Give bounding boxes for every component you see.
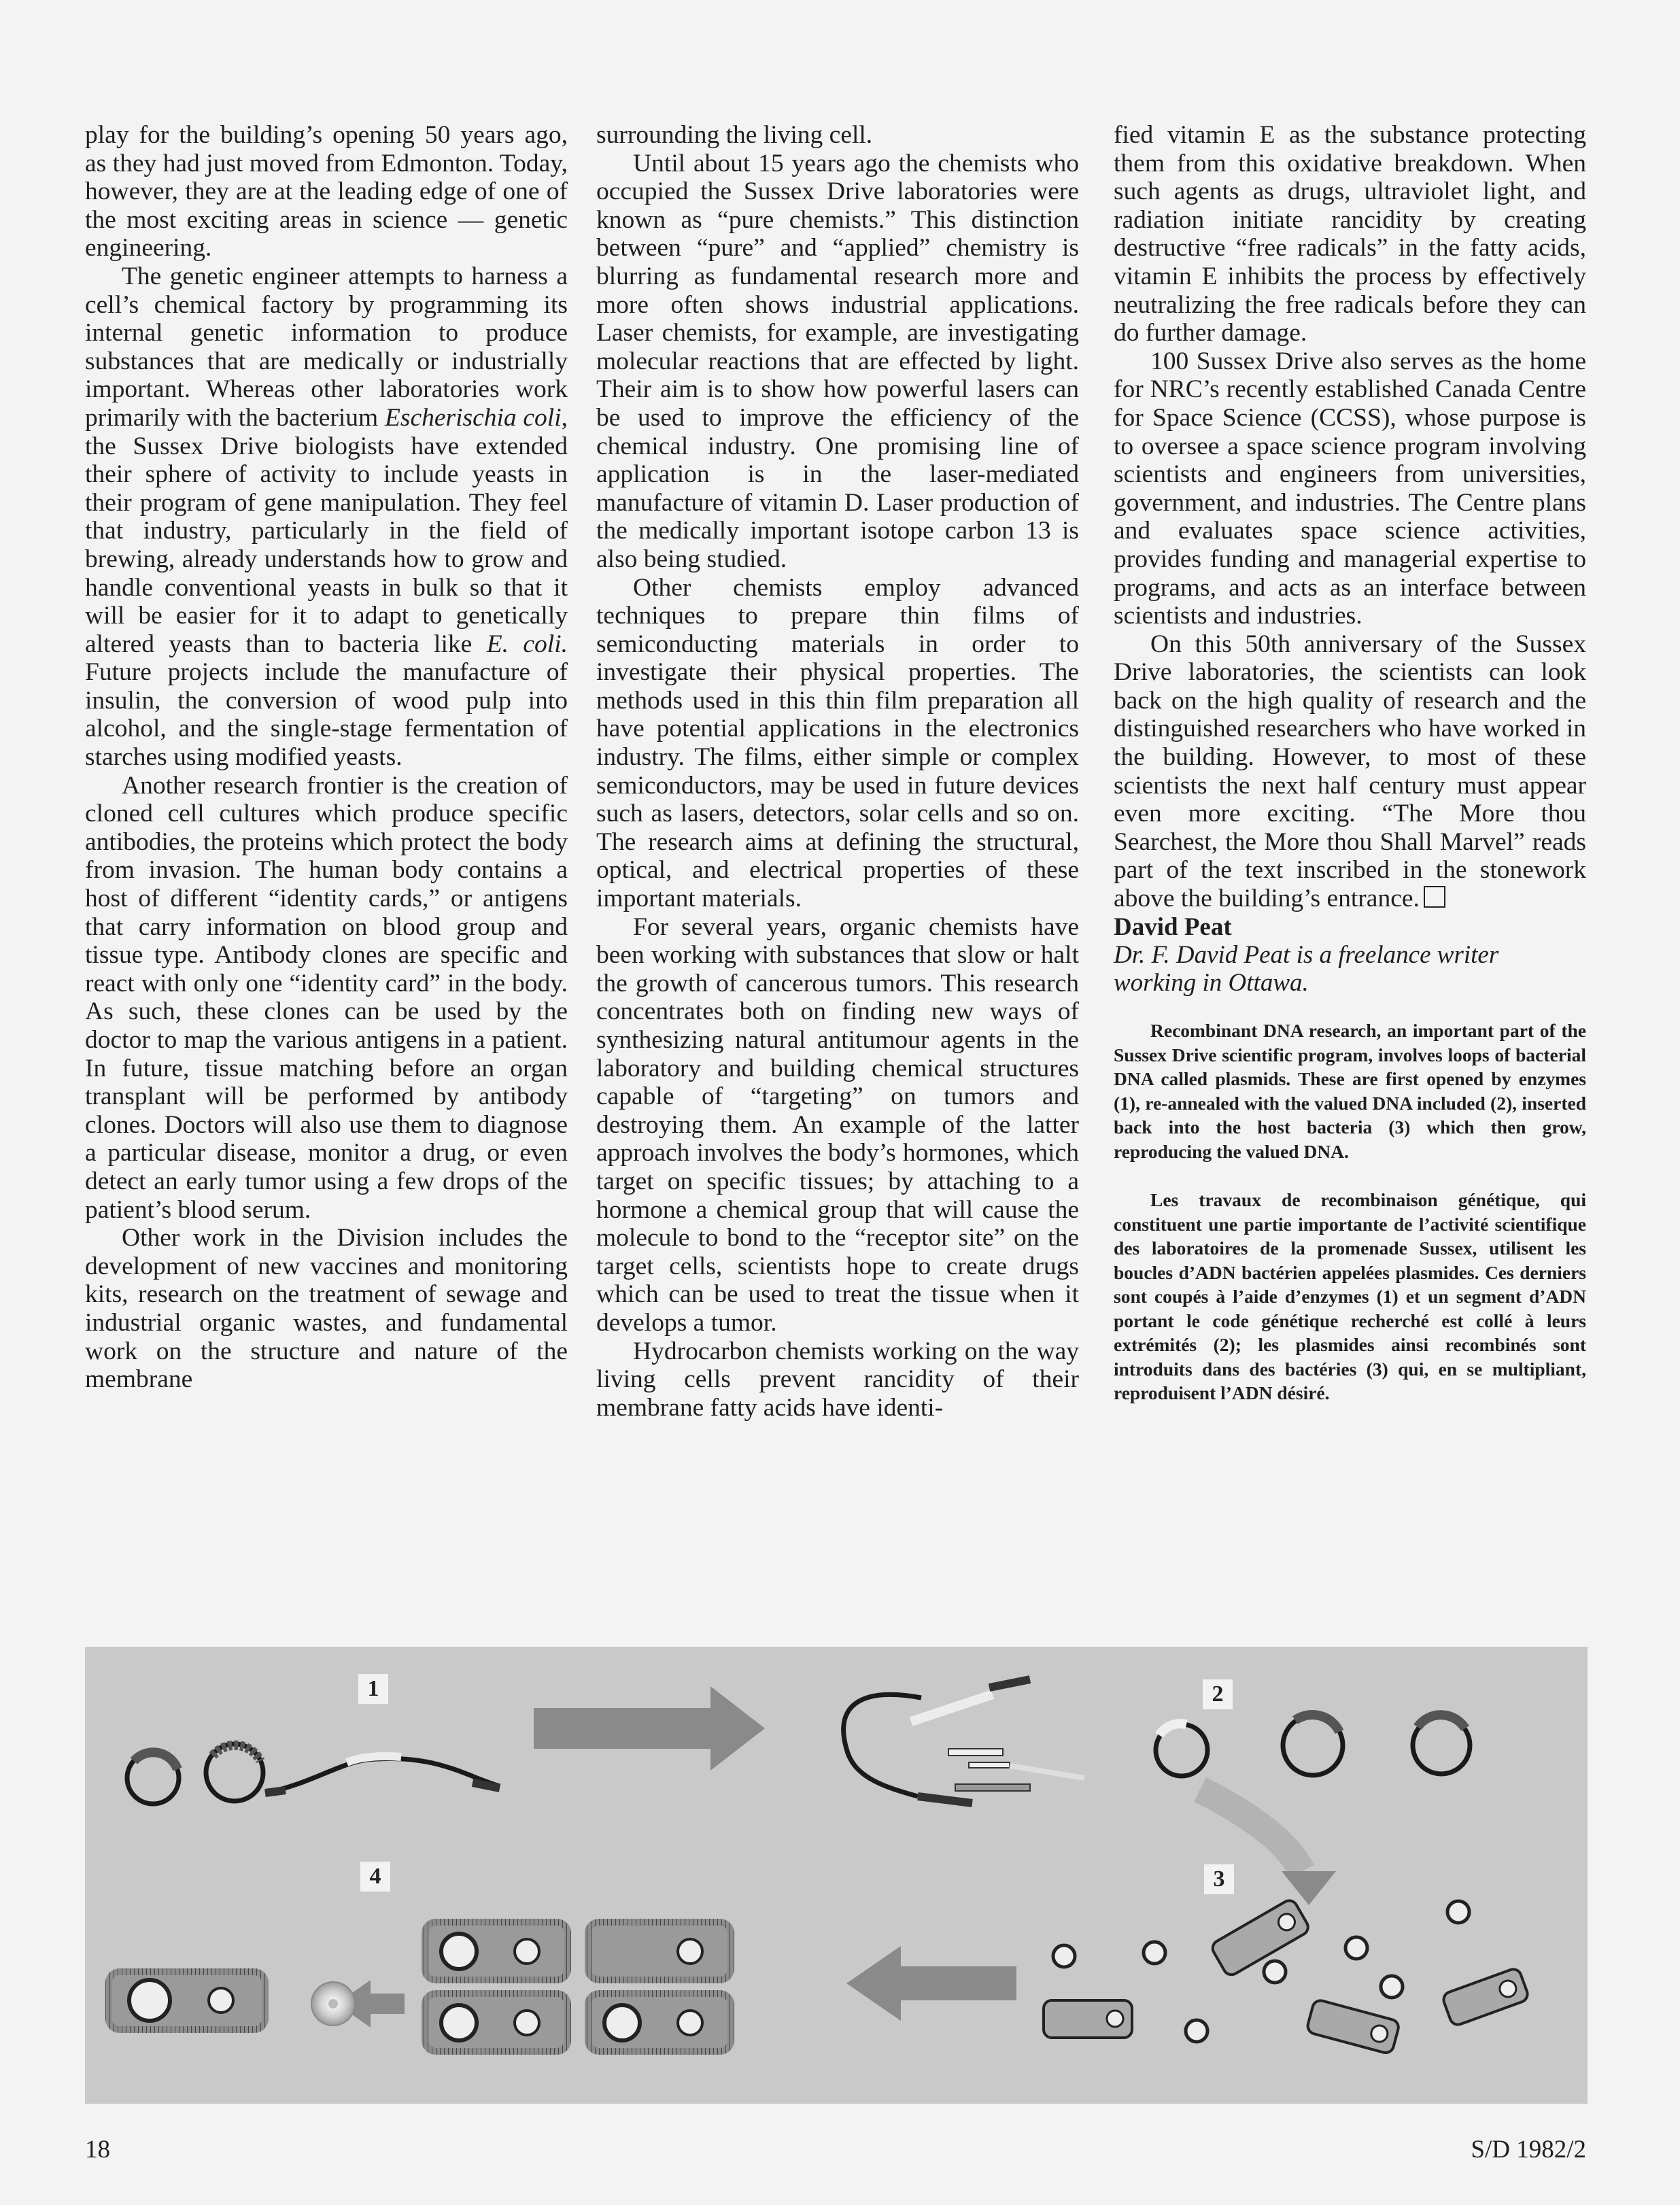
dna-diagram-svg — [85, 1647, 1588, 2104]
paragraph: 100 Sussex Drive also serves as the home for NRC’s recently established Canada Centre for Space Science (CCSS), whose purpose is to oversee a space science program involving scientists and engineers from universities, government, and industries. The Centre plans and evaluates space science activities, provides funding and managerial expertise to programs, and acts as an interface between scientists and industries. — [1114, 347, 1586, 630]
paragraph: surrounding the living cell. — [596, 121, 873, 149]
page-number: 18 — [85, 2136, 110, 2164]
arrow-right-top — [534, 1686, 765, 1771]
arrow-left-bottom — [846, 1946, 1016, 2021]
reproducing-bacteria — [109, 1922, 731, 2051]
paragraph: fied vitamin E as the substance protecting them from this oxidative breakdown. When such agents as drugs, ultraviolet light, and radiation initiate rancidity by creating destructive “free radicals” in the fatty acids, vitamin E inhibits the process by effectively neutralizing the free radicals before they can do further damage. — [1114, 121, 1586, 347]
issue-label: S/D 1982/2 — [1471, 2136, 1586, 2164]
author-description: Dr. F. David Peat is a freelance writer working in Ottawa. — [1114, 941, 1499, 997]
host-bacteria — [1044, 1898, 1530, 2055]
paragraph: play for the building’s opening 50 years ago, as they had just moved from Edmonton. Today, however, they are at the leading edge of one of the most exciting areas in science — genetic engineering. — [85, 121, 568, 262]
article-column-2 — [596, 121, 1079, 1422]
article-column-3 — [1114, 121, 1586, 1405]
opened-dna-strand — [265, 1756, 500, 1793]
step-label-1: 1 — [358, 1674, 388, 1704]
paragraph: Hydrocarbon chemists working on the way living cells prevent rancidity of their membrane fatty acids have identi- — [596, 1337, 1079, 1422]
paragraph: The genetic engineer attempts to harness a cell’s chemical factory by programming its internal genetic information to produce substances that are medically or industrially important. Whereas other laboratories work primarily with the bacterium Escherischia coli, the Sussex Drive biologists have extended their sphere of activity to include yeasts in their program of gene manipulation. They feel that industry, particularly in the field of brewing, already understands how to grow and handle conventional yeasts in bulk so that it will be easier for it to adapt to genetically altered yeasts than to bacteria like E. coli. Future projects include the manufacture of insulin, the conversion of wood pulp into alcohol, and the single-stage fermentation of starches using modified yeasts. — [85, 262, 568, 772]
author-name: David Peat — [1114, 912, 1232, 941]
end-of-article-mark — [1424, 886, 1445, 908]
article-column-1 — [85, 121, 568, 1394]
step-label-2: 2 — [1203, 1679, 1233, 1709]
step-label-3: 3 — [1204, 1864, 1234, 1894]
paragraph: Another research frontier is the creation of cloned cell cultures which produce specific antibodies, the proteins which protect the body from invasion. The human body contains a host of different “identity cards,” or antigens that carry information on blood group and tissue type. Antibody clones are specific and react with only one “identity card” in the body. As such, these clones can be used by the doctor to map the various antigens in a patient. In future, tissue matching before an organ transplant will be performed by antibody clones. Doctors will also use them to diagnose a particular disease, monitor a drug, or even detect an early tumor using a few drops of the patient’s blood serum. — [85, 771, 568, 1224]
recombinant-dna-illustration — [85, 1647, 1588, 2104]
paragraph: On this 50th anniversary of the Sussex Drive laboratories, the scientists can look back on the high quality of research and the distinguished researchers who have worked in the building. However, to most of these scientists the next half century must appear even more exciting. “The More thou Searchest, the More thou Shall Marvel” reads part of the text inscribed in the stonework above the building’s entrance. — [1114, 630, 1586, 913]
dna-fragments — [844, 1679, 1084, 1803]
paragraph: Other chemists employ advanced techniques to prepare thin films of semiconducting materials in order to investigate their physical properties. The methods used in this thin film preparation all have potential applications in the electronics industry. The films, either simple or complex semiconductors, may be used in future devices such as lasers, detectors, solar cells and so on. The research aims at defining the structural, optical, and electrical properties of these important materials. — [596, 573, 1079, 913]
plasmid-pair-step-1 — [127, 1744, 263, 1804]
recombined-plasmids — [1156, 1715, 1470, 1776]
paragraph: Other work in the Division includes the development of new vaccines and monitoring kits, research on the treatment of sewage and industrial organic wastes, and fundamental work on the structure and nature of the membrane — [85, 1224, 568, 1394]
small-arrow-left — [311, 1980, 405, 2028]
step-label-4: 4 — [360, 1862, 390, 1892]
figure-caption-english: Recombinant DNA research, an important part of the Sussex Drive scientific program, involves loops of bacterial DNA called plasmids. These are first opened by enzymes (1), re-annealed with the valued DNA included (2), inserted back into the host bacteria (3) which then grow, reproducing the valued DNA. — [1114, 1020, 1586, 1162]
figure-caption-french: Les travaux de recombinaison génétique, qui constituent une partie importante de l’activité scientifique des laboratoires de la promenade Sussex, utilisent les boucles d’ADN bactérien appelées plasmides. Ces derniers sont coupés à l’aide d’enzymes (1) et un segment d’ADN portant le code génétique recherché est collé à leurs extrémités (2); les plasmides ainsi recombinés sont introduits dans des bactéries (3) qui, en se multipliant, reproduisent l’ADN désiré. — [1114, 1189, 1586, 1404]
paragraph: For several years, organic chemists have been working with substances that slow or halt the growth of cancerous tumors. This research concentrates both on finding new ways of synthesizing natural antitumour agents in the laboratory and building chemical structures capable of “targeting” on tumors and destroying them. An example of the latter approach involves the body’s hormones, which target on specific tissues; by attaching to a hormone a chemical group that will cause the molecule to bond to the “receptor site” on the target cells, scientists hope to create drugs which can be used to treat the tissue when it develops a tumor. — [596, 912, 1079, 1337]
paragraph: Until about 15 years ago the chemists who occupied the Sussex Drive laboratories were known as “pure chemists.” This distinction between “pure” and “applied” chemistry is blurring as fundamental research more and more often shows industrial applications. Laser chemists, for example, are investigating molecular reactions that are effected by light. Their aim is to show how powerful lasers can be used to improve the efficiency of the chemical industry. One promising line of application is in the laser-mediated manufacture of vitamin D. Laser production of the medically important isotope carbon 13 is also being studied. — [596, 149, 1079, 573]
